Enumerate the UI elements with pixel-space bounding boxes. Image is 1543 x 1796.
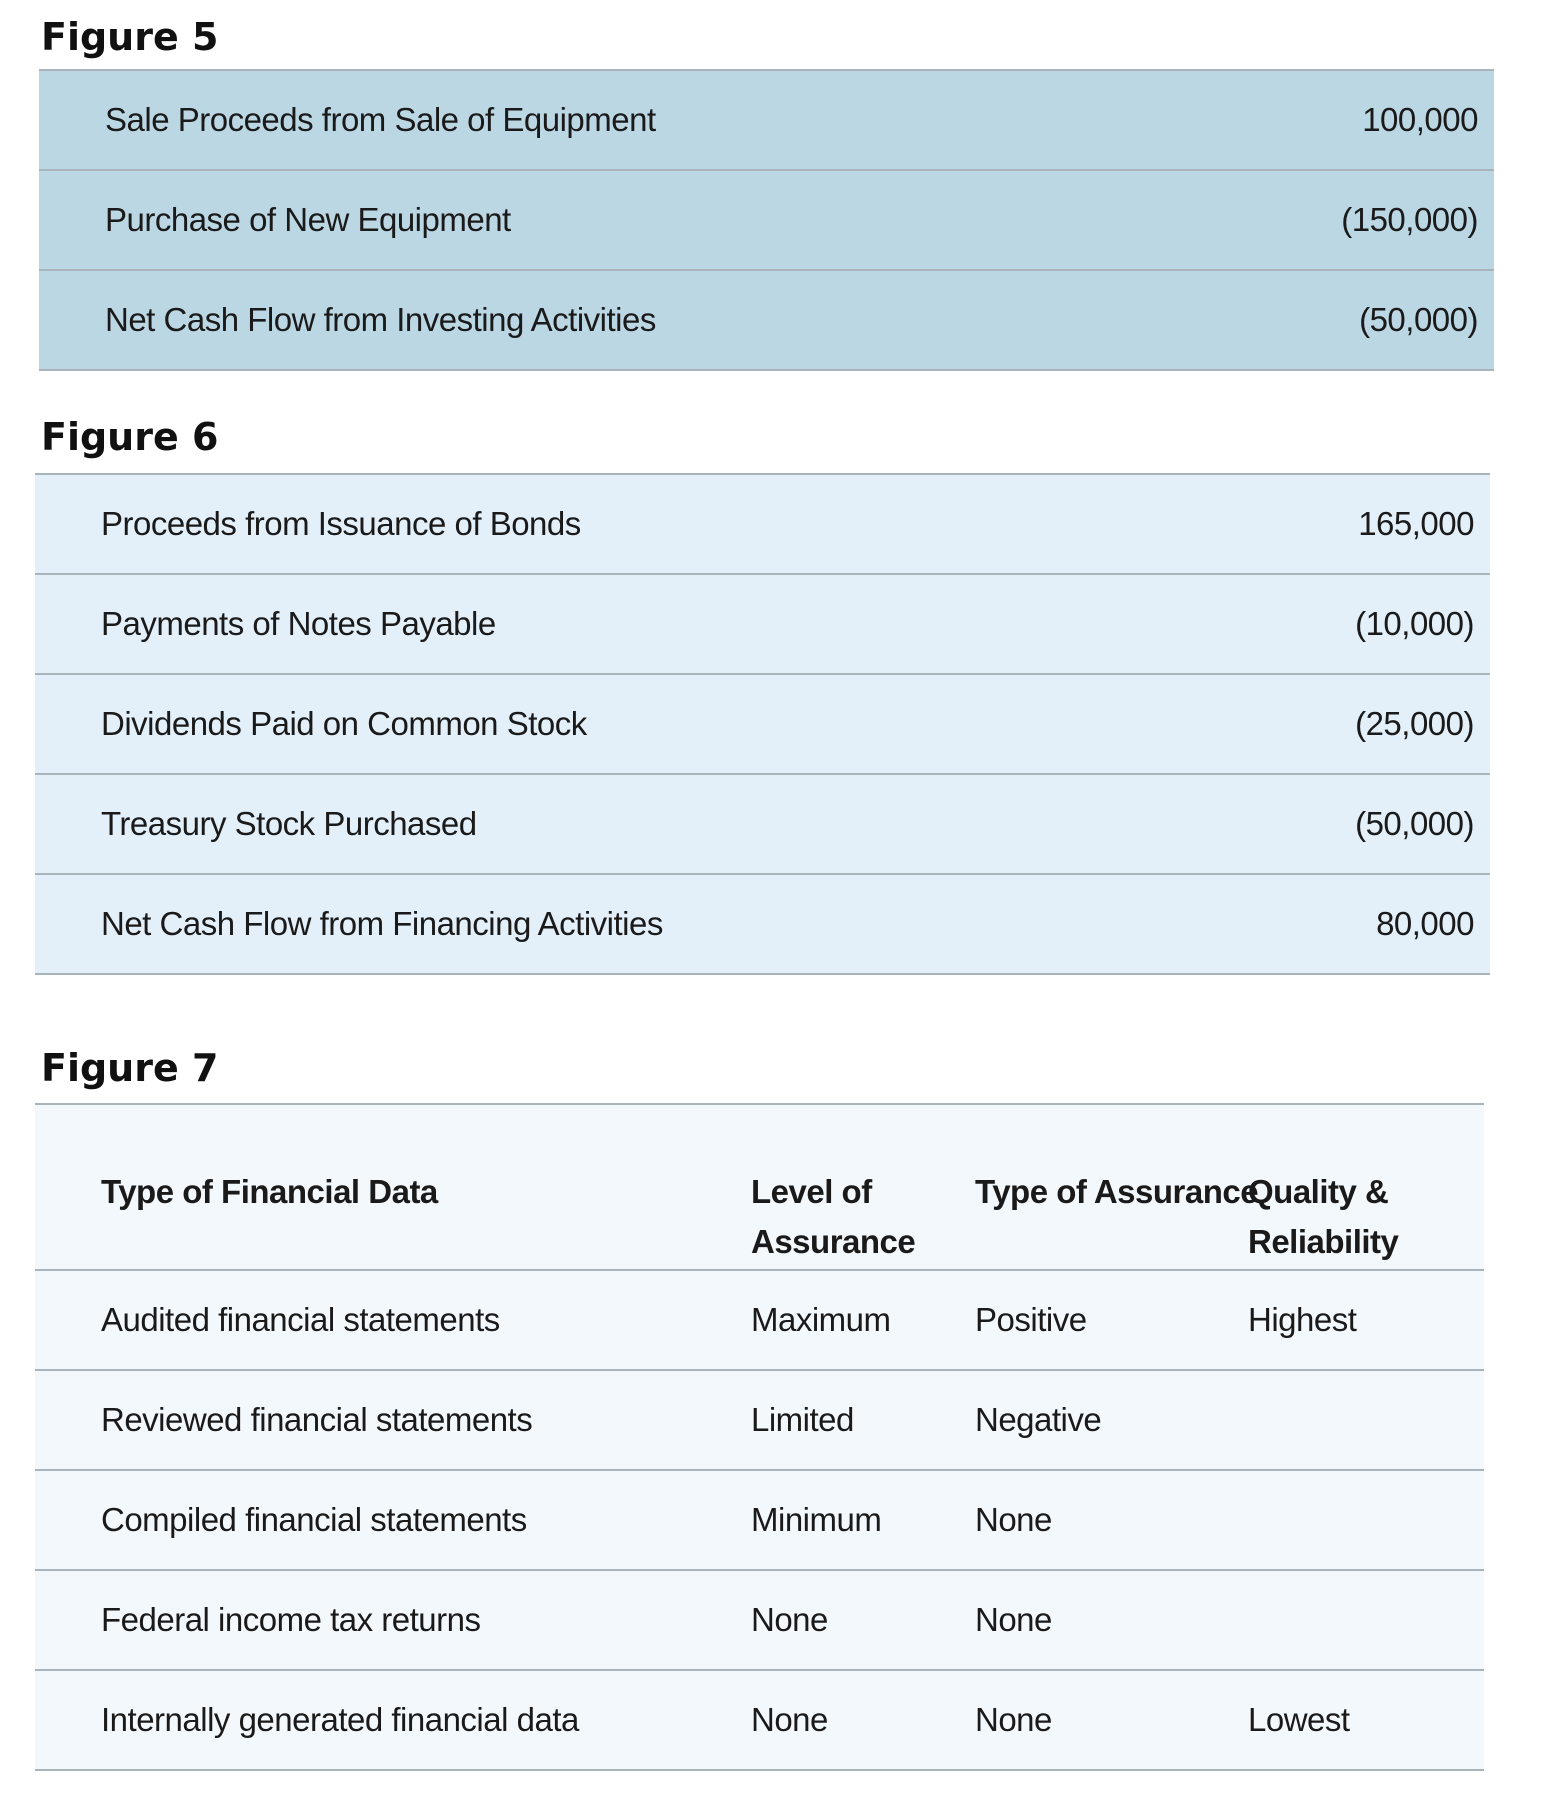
cell-type-of-assurance: None	[975, 1701, 1052, 1738]
row-value: (50,000)	[1355, 805, 1474, 842]
cell-level-of-assurance: None	[751, 1701, 828, 1738]
cell-financial-data: Compiled financial statements	[101, 1501, 527, 1538]
cell-quality-reliability: Lowest	[1248, 1701, 1350, 1738]
header-type-of-financial-data: Type of Financial Data	[101, 1173, 438, 1210]
cell-level-of-assurance: Minimum	[751, 1501, 882, 1538]
table-row	[35, 675, 1490, 775]
header-type-of-assurance: Type of Assurance	[975, 1173, 1259, 1210]
cell-quality-reliability: Highest	[1248, 1301, 1357, 1338]
table-row	[39, 71, 1494, 171]
row-value: 165,000	[1358, 505, 1474, 542]
table-row	[35, 575, 1490, 675]
cell-level-of-assurance: Maximum	[751, 1301, 891, 1338]
table-row	[35, 775, 1490, 875]
figure-6-title: Figure 6	[41, 415, 219, 459]
row-value: (10,000)	[1355, 605, 1474, 642]
cell-financial-data: Internally generated financial data	[101, 1701, 579, 1738]
table-row	[35, 875, 1490, 975]
row-label: Net Cash Flow from Investing Activities	[105, 301, 656, 338]
row-label: Treasury Stock Purchased	[101, 805, 477, 842]
cell-financial-data: Audited financial statements	[101, 1301, 500, 1338]
row-label: Purchase of New Equipment	[105, 201, 511, 238]
row-value: 100,000	[1362, 101, 1478, 138]
table-row	[35, 1571, 1484, 1671]
row-label: Payments of Notes Payable	[101, 605, 496, 642]
cell-financial-data: Reviewed financial statements	[101, 1401, 533, 1438]
row-value: (25,000)	[1355, 705, 1474, 742]
table-row	[35, 1271, 1484, 1371]
row-label: Dividends Paid on Common Stock	[101, 705, 587, 742]
table-header-row	[35, 1105, 1484, 1271]
figure-6-table	[35, 473, 1490, 975]
row-label: Net Cash Flow from Financing Activities	[101, 905, 663, 942]
figure-7-title: Figure 7	[41, 1046, 219, 1090]
row-value: (150,000)	[1341, 201, 1478, 238]
figure-7-table	[35, 1103, 1484, 1771]
table-row	[39, 171, 1494, 271]
row-value: (50,000)	[1359, 301, 1478, 338]
row-label: Sale Proceeds from Sale of Equipment	[105, 101, 656, 138]
row-label: Proceeds from Issuance of Bonds	[101, 505, 581, 542]
table-row	[35, 1371, 1484, 1471]
table-row	[35, 1671, 1484, 1771]
header-quality-reliability: Quality & Reliability	[1248, 1173, 1399, 1260]
table-row	[35, 1471, 1484, 1571]
figure-5-title: Figure 5	[41, 15, 219, 59]
cell-type-of-assurance: Positive	[975, 1301, 1087, 1338]
header-level-of-assurance: Level of Assurance	[751, 1173, 916, 1260]
cell-level-of-assurance: Limited	[751, 1401, 854, 1438]
cell-financial-data: Federal income tax returns	[101, 1601, 481, 1638]
figure-5-table	[39, 69, 1494, 371]
cell-type-of-assurance: None	[975, 1501, 1052, 1538]
cell-type-of-assurance: Negative	[975, 1401, 1102, 1438]
row-value: 80,000	[1376, 905, 1474, 942]
cell-level-of-assurance: None	[751, 1601, 828, 1638]
table-row	[35, 475, 1490, 575]
table-row	[39, 271, 1494, 371]
cell-type-of-assurance: None	[975, 1601, 1052, 1638]
